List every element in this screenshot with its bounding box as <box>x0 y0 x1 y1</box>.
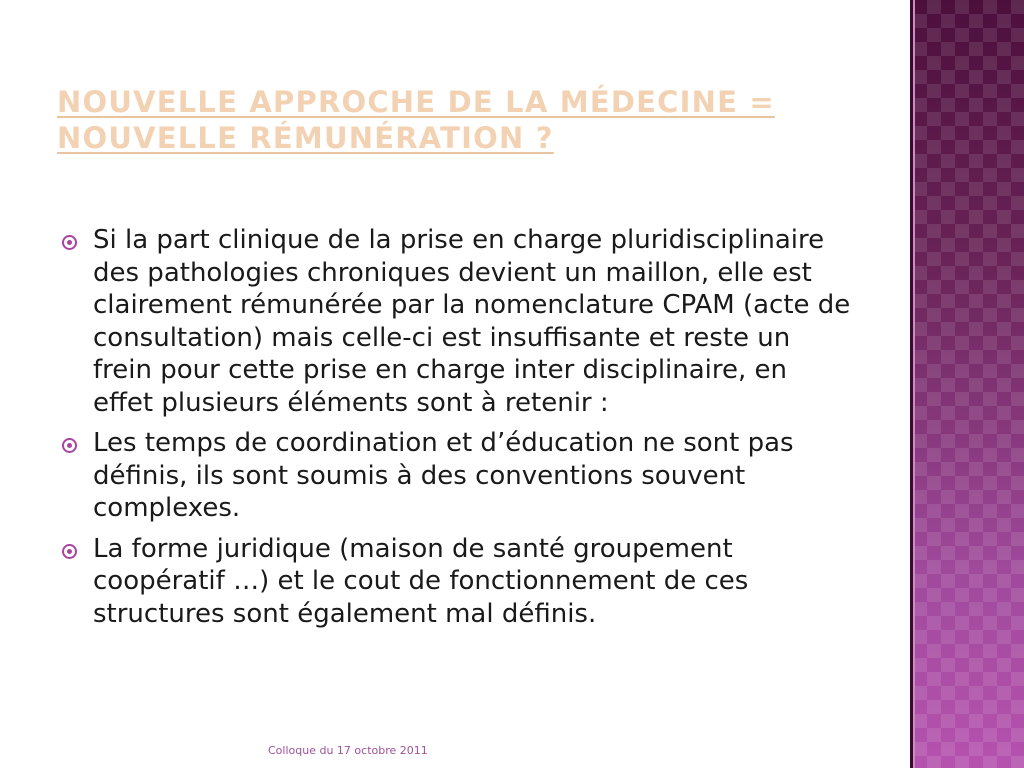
bullet-circle-icon <box>62 544 77 559</box>
title-line-2: NOUVELLE RÉMUNÉRATION ? <box>57 121 554 155</box>
bullet-list <box>62 224 852 638</box>
list-item <box>62 533 852 631</box>
bullet-text: La forme juridique (maison de santé groupement coopératif …) et le cout de fonctionnement de ces structures sont également mal définis. <box>93 533 749 629</box>
bullet-circle-icon <box>62 235 77 250</box>
title-line-1: NOUVELLE APPROCHE DE LA MÉDECINE = <box>57 85 775 119</box>
footer-text: Colloque du 17 octobre 2011 <box>268 744 428 757</box>
decorative-side-band <box>910 0 1024 768</box>
bullet-text: Si la part clinique de la prise en charge pluridisciplinaire des pathologies chroniques devient un maillon, elle est clairement rémunérée par la nomenclature CPAM (acte de consultation) mais celle-ci est insuffisante et reste un frein pour cette prise en charge inter disciplinaire, en effet plusieurs éléments sont à retenir : <box>93 225 851 418</box>
list-item <box>62 224 852 419</box>
bullet-text: Les temps de coordination et d’éducation ne sont pas définis, ils sont soumis à des conventions souvent complexes. <box>93 428 794 523</box>
side-band-edge <box>913 0 915 768</box>
bullet-circle-icon <box>62 438 77 453</box>
slide-title <box>57 84 877 156</box>
list-item <box>62 427 852 525</box>
